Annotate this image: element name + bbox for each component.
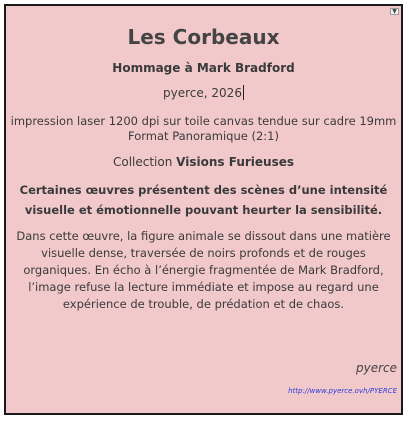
collection-prefix: Collection — [112, 155, 173, 169]
author-year-field[interactable] — [10, 85, 397, 101]
artist-website-link[interactable]: http://www.pyerce.ovh/PYERCE — [288, 387, 397, 395]
artwork-panel — [4, 4, 403, 415]
artist-signature: pyerce — [355, 361, 397, 375]
panel-content — [10, 6, 397, 313]
artwork-subtitle: Hommage à Mark Bradford — [112, 61, 295, 75]
scroll-down-arrow-icon[interactable]: ▼ — [390, 8, 399, 15]
text-caret — [243, 85, 244, 100]
author-year-text: pyerce, 2026 — [163, 86, 242, 100]
artwork-title: Les Corbeaux — [127, 25, 280, 49]
specs-medium: impression laser 1200 dpi sur toile canvas tendue sur cadre 19mm — [10, 114, 397, 128]
collection-name: Visions Furieuses — [176, 155, 295, 169]
specs-format: Format Panoramique (2:1) — [128, 129, 279, 143]
content-warning: Certaines œuvres présentent des scènes d’une intensité visuelle et émotionnelle pouvant heurter la sensibilité. — [19, 183, 388, 217]
artwork-description: Dans cette œuvre, la figure animale se dissout dans une matière visuelle dense, traversée de noirs profonds et de rouges organiques. En écho à l’énergie fragmentée de Mark Bradford, l’image refuse la lecture immédiate et impose au regard une expérience de trouble, de prédation et de chaos. — [16, 229, 391, 311]
artwork-specs — [10, 114, 397, 144]
collection-line — [10, 154, 397, 170]
